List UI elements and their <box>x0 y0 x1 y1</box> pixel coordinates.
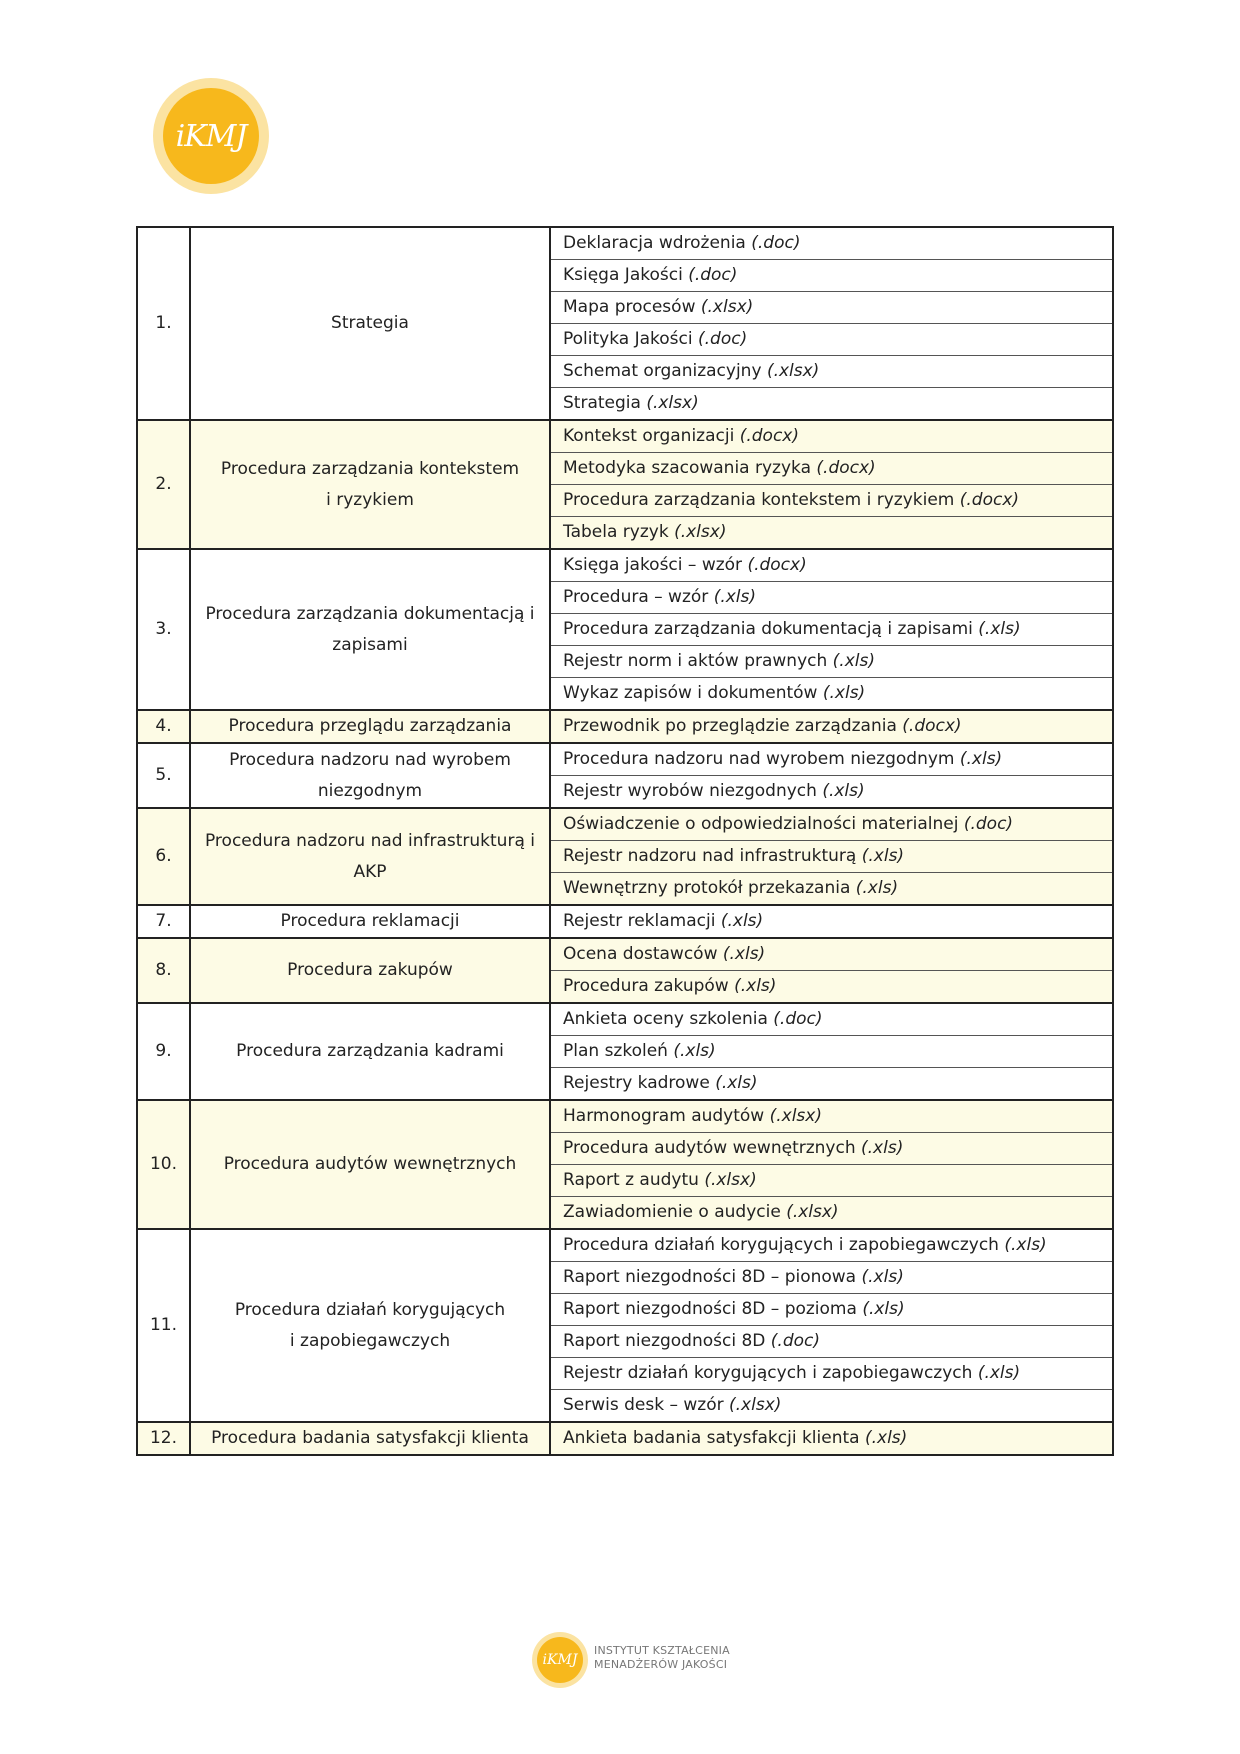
procedure-name <box>190 1229 550 1422</box>
row-number: 8. <box>137 938 190 1003</box>
row-number: 4. <box>137 710 190 743</box>
footer-logo-monogram: iKMJ <box>542 1652 578 1668</box>
document-extension: (.xlsx) <box>786 1202 839 1222</box>
document-cell <box>550 388 1113 421</box>
procedure-name <box>190 1422 550 1455</box>
procedure-name <box>190 808 550 905</box>
document-name: Oświadczenie o odpowiedzialności materialnej <box>563 814 964 834</box>
procedure-name-line: niezgodnym <box>317 780 423 801</box>
procedure-name <box>190 1003 550 1100</box>
document-cell <box>550 776 1113 809</box>
document-extension: (.xls) <box>720 911 764 931</box>
document-cell <box>550 808 1113 841</box>
table-row <box>137 1229 1113 1262</box>
document-extension: (.xls) <box>713 587 756 607</box>
document-extension: (.xls) <box>673 1041 716 1061</box>
row-number: 12. <box>137 1422 190 1455</box>
table-row <box>137 1100 1113 1133</box>
document-name: Przewodnik po przeglądzie zarządzania <box>563 716 903 736</box>
document-name: Procedura nadzoru nad wyrobem niezgodnym <box>563 749 960 769</box>
table-row <box>137 549 1113 582</box>
document-cell <box>550 1036 1113 1068</box>
document-name: Ankieta badania satysfakcji klienta <box>563 1428 865 1448</box>
procedure-name-line: i ryzykiem <box>326 489 414 510</box>
row-number: 7. <box>137 905 190 938</box>
document-cell <box>550 420 1113 453</box>
document-name: Zawiadomienie o audycie <box>563 1202 787 1222</box>
document-cell <box>550 743 1113 776</box>
document-extension: (.xls) <box>822 781 865 801</box>
document-cell <box>550 938 1113 971</box>
document-extension: (.xls) <box>864 1428 908 1448</box>
document-name: Procedura zarządzania kontekstem i ryzykiem <box>563 490 960 510</box>
table-row <box>137 905 1113 938</box>
document-name: Księga jakości – wzór <box>563 555 748 575</box>
company-logo <box>153 78 269 194</box>
procedure-name-line: Procedura nadzoru nad wyrobem <box>229 749 511 770</box>
document-name: Schemat organizacyjny <box>563 361 767 381</box>
procedure-name <box>190 710 550 743</box>
procedure-name-line: AKP <box>353 861 387 882</box>
logo-monogram: iKMJ <box>175 118 247 154</box>
procedure-name <box>190 227 550 420</box>
document-cell <box>550 1358 1113 1390</box>
document-cell <box>550 710 1113 743</box>
document-extension: (.xls) <box>722 944 766 964</box>
document-extension: (.docx) <box>747 555 807 575</box>
document-name: Plan szkoleń <box>563 1041 674 1061</box>
document-extension: (.doc) <box>751 233 801 253</box>
document-extension: (.docx) <box>902 716 962 736</box>
document-cell <box>550 1326 1113 1358</box>
document-cell <box>550 485 1113 517</box>
document-extension: (.xlsx) <box>646 393 699 413</box>
document-extension: (.docx) <box>816 458 876 478</box>
document-cell <box>550 905 1113 938</box>
procedure-name-line: Procedura audytów wewnętrznych <box>223 1154 517 1174</box>
document-extension: (.xls) <box>861 1267 904 1287</box>
document-extension: (.xls) <box>855 878 899 898</box>
document-name: Ocena dostawców <box>563 944 723 964</box>
procedure-name <box>190 549 550 710</box>
document-cell <box>550 517 1113 550</box>
document-cell <box>550 1003 1113 1036</box>
document-name: Ankieta oceny szkolenia <box>563 1009 774 1029</box>
document-extension: (.docx) <box>959 490 1020 510</box>
document-extension: (.doc) <box>963 814 1014 834</box>
document-cell <box>550 873 1113 906</box>
document-cell <box>550 227 1113 260</box>
procedure-name-line: Procedura reklamacji <box>280 911 460 931</box>
document-cell <box>550 1133 1113 1165</box>
procedure-name-line: zapisami <box>332 634 408 655</box>
procedure-name-line: Procedura zakupów <box>287 960 453 980</box>
procedure-name-line: Strategia <box>331 313 409 333</box>
document-cell <box>550 1100 1113 1133</box>
document-name: Raport niezgodności 8D – pionowa <box>563 1267 862 1287</box>
document-cell <box>550 292 1113 324</box>
document-extension: (.doc) <box>773 1009 823 1029</box>
document-cell <box>550 1229 1113 1262</box>
table-row <box>137 227 1113 260</box>
procedure-name <box>190 743 550 808</box>
table-row <box>137 420 1113 453</box>
row-number: 11. <box>137 1229 190 1422</box>
document-name: Procedura działań korygujących i zapobiegawczych <box>563 1235 1005 1255</box>
document-cell <box>550 1294 1113 1326</box>
document-name: Deklaracja wdrożenia <box>563 233 752 253</box>
document-extension: (.xls) <box>822 683 866 703</box>
document-cell <box>550 324 1113 356</box>
table-row <box>137 808 1113 841</box>
row-number: 5. <box>137 743 190 808</box>
procedure-name-line: Procedura badania satysfakcji klienta <box>211 1428 529 1448</box>
procedure-name <box>190 420 550 549</box>
document-cell <box>550 1197 1113 1230</box>
document-name: Rejestr wyrobów niezgodnych <box>563 781 823 801</box>
document-name: Procedura audytów wewnętrznych <box>563 1138 862 1158</box>
document-extension: (.xls) <box>734 976 777 996</box>
document-cell <box>550 841 1113 873</box>
table-row <box>137 1422 1113 1455</box>
row-number: 2. <box>137 420 190 549</box>
table-row <box>137 1003 1113 1036</box>
procedure-name-line: i zapobiegawczych <box>289 1330 451 1351</box>
document-extension: (.xls) <box>977 1363 1021 1383</box>
document-extension: (.xlsx) <box>729 1395 782 1415</box>
document-cell <box>550 678 1113 711</box>
document-extension: (.xlsx) <box>674 522 727 542</box>
table-row <box>137 743 1113 776</box>
document-name: Księga Jakości <box>563 265 689 285</box>
document-name: Wykaz zapisów i dokumentów <box>563 683 823 703</box>
procedure-name-line: Procedura przeglądu zarządzania <box>228 716 512 736</box>
footer-logo <box>532 1632 588 1688</box>
document-name: Rejestr reklamacji <box>563 911 721 931</box>
document-cell <box>550 549 1113 582</box>
procedure-name-line: Procedura nadzoru nad infrastrukturą i <box>204 830 535 851</box>
document-name: Raport niezgodności 8D – pozioma <box>563 1299 863 1319</box>
document-name: Strategia <box>563 393 647 413</box>
procedure-name-line: Procedura zarządzania dokumentacją i <box>205 603 535 624</box>
procedure-name <box>190 1100 550 1229</box>
procedure-name-line: Procedura zarządzania kadrami <box>236 1041 504 1061</box>
document-extension: (.xlsx) <box>766 361 820 381</box>
document-name: Procedura zakupów <box>563 976 735 996</box>
table-row <box>137 938 1113 971</box>
document-cell <box>550 1165 1113 1197</box>
document-cell <box>550 260 1113 292</box>
procedure-name <box>190 905 550 938</box>
document-name: Serwis desk – wzór <box>563 1395 730 1415</box>
document-name: Procedura zarządzania dokumentacją i zapisami <box>563 619 979 639</box>
document-cell <box>550 582 1113 614</box>
document-extension: (.xls) <box>1004 1235 1047 1255</box>
document-extension: (.xls) <box>862 1299 905 1319</box>
document-name: Tabela ryzyk <box>563 522 675 542</box>
document-extension: (.xls) <box>978 619 1021 639</box>
document-extension: (.xls) <box>861 1138 904 1158</box>
document-name: Procedura – wzór <box>563 587 714 607</box>
document-name: Raport niezgodności 8D <box>563 1331 771 1351</box>
procedure-name <box>190 938 550 1003</box>
document-extension: (.xlsx) <box>769 1106 822 1126</box>
document-extension: (.docx) <box>739 426 799 446</box>
document-extension: (.xls) <box>861 846 905 866</box>
document-name: Rejestr działań korygujących i zapobiegawczych <box>563 1363 978 1383</box>
documents-table-body <box>137 227 1113 1455</box>
table-row <box>137 710 1113 743</box>
document-cell <box>550 453 1113 485</box>
document-cell <box>550 1262 1113 1294</box>
procedure-name-line: Procedura działań korygujących <box>234 1299 506 1320</box>
document-extension: (.doc) <box>770 1331 821 1351</box>
document-name: Kontekst organizacji <box>563 426 740 446</box>
document-name: Metodyka szacowania ryzyka <box>563 458 817 478</box>
footer-institute-name <box>594 1644 730 1672</box>
row-number: 1. <box>137 227 190 420</box>
document-extension: (.xls) <box>832 651 875 671</box>
document-cell <box>550 614 1113 646</box>
footer-line-1: INSTYTUT KSZTAŁCENIA <box>594 1644 730 1657</box>
document-extension: (.doc) <box>698 329 748 349</box>
document-cell <box>550 356 1113 388</box>
row-number: 10. <box>137 1100 190 1229</box>
row-number: 9. <box>137 1003 190 1100</box>
documents-table <box>136 226 1114 1456</box>
document-name: Raport z audytu <box>563 1170 705 1190</box>
document-name: Mapa procesów <box>563 297 701 317</box>
document-cell <box>550 646 1113 678</box>
document-name: Rejestry kadrowe <box>563 1073 716 1093</box>
document-extension: (.doc) <box>688 265 738 285</box>
document-cell <box>550 1390 1113 1423</box>
footer-line-2: MENADŻERÓW JAKOŚCI <box>594 1658 728 1671</box>
document-cell <box>550 1068 1113 1101</box>
document-extension: (.xlsx) <box>704 1170 757 1190</box>
document-extension: (.xls) <box>959 749 1003 769</box>
document-name: Polityka Jakości <box>563 329 698 349</box>
document-cell <box>550 971 1113 1004</box>
procedure-name-line: Procedura zarządzania kontekstem <box>220 458 520 479</box>
document-name: Harmonogram audytów <box>563 1106 770 1126</box>
document-name: Wewnętrzny protokół przekazania <box>563 878 856 898</box>
document-name: Rejestr norm i aktów prawnych <box>563 651 833 671</box>
row-number: 6. <box>137 808 190 905</box>
document-extension: (.xlsx) <box>700 297 754 317</box>
document-extension: (.xls) <box>715 1073 758 1093</box>
document-name: Rejestr nadzoru nad infrastrukturą <box>563 846 862 866</box>
row-number: 3. <box>137 549 190 710</box>
document-cell <box>550 1422 1113 1455</box>
